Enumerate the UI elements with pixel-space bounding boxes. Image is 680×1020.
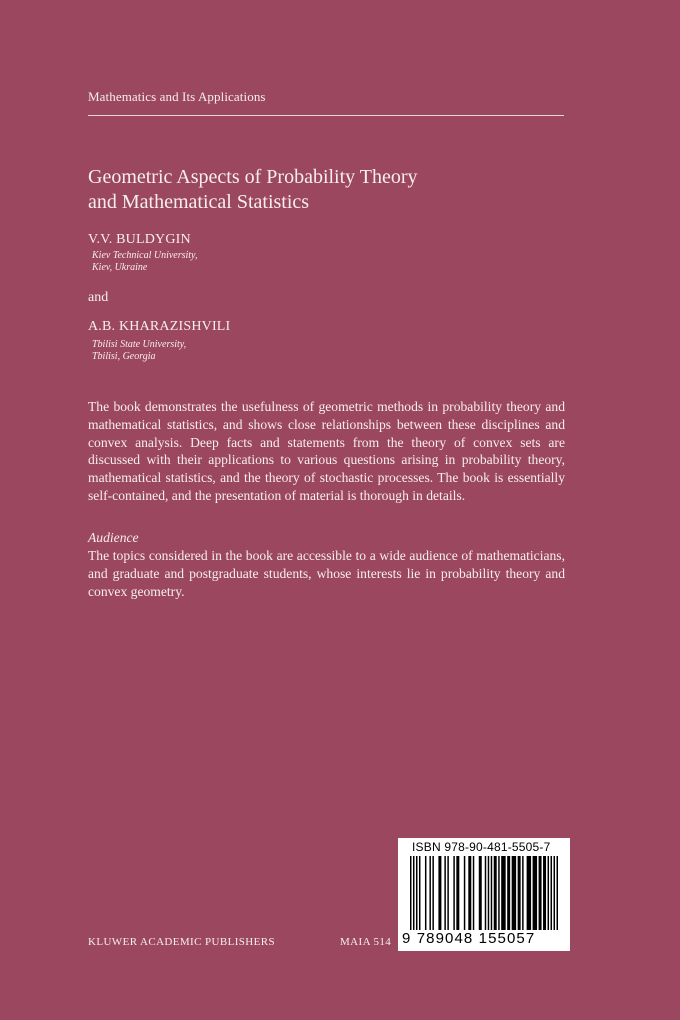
barcode-bar	[512, 856, 516, 930]
barcode-bar	[479, 856, 482, 930]
author-2-affiliation-line-2: Tbilisi, Georgia	[92, 351, 156, 362]
barcode-bar	[527, 856, 531, 930]
author-1-affiliation	[92, 250, 197, 274]
barcode-bar	[485, 856, 486, 930]
barcode-bar	[429, 856, 430, 930]
barcode-bar	[488, 856, 489, 930]
barcode-bar	[507, 856, 510, 930]
barcode-bar	[501, 856, 505, 930]
barcode-bar	[548, 856, 549, 930]
barcode-bar	[438, 856, 441, 930]
barcode-bar	[447, 856, 448, 930]
audience-heading: Audience	[88, 530, 139, 545]
barcode-bar	[444, 856, 445, 930]
barcode-bar	[456, 856, 459, 930]
barcode-bar	[416, 856, 417, 930]
barcode-label	[398, 838, 570, 951]
barcode-bar	[413, 856, 414, 930]
barcode-bar	[419, 856, 420, 930]
author-2-affiliation	[92, 339, 186, 363]
barcode-bar	[432, 856, 433, 930]
barcode-bar	[464, 856, 465, 930]
publisher-name: KLUWER ACADEMIC PUBLISHERS	[88, 936, 276, 948]
barcode-bar	[543, 856, 546, 930]
barcode-bar	[410, 856, 411, 930]
author-conjunction: and	[88, 290, 109, 305]
barcode-bar	[494, 856, 497, 930]
book-title	[88, 165, 568, 215]
barcode-bar	[533, 856, 537, 930]
author-2-affiliation-line-1: Tbilisi State University,	[92, 339, 187, 350]
book-title-line-1: Geometric Aspects of Probability Theory	[88, 166, 418, 188]
series-name: Mathematics and Its Applications	[88, 89, 266, 104]
barcode-bar	[551, 856, 552, 930]
barcode-bar	[498, 856, 499, 930]
barcode-bar	[557, 856, 558, 930]
isbn-text: ISBN 978-90-481-5505-7	[412, 840, 551, 854]
author-1-name: V.V. BULDYGIN	[88, 232, 191, 247]
barcode-bar	[425, 856, 426, 930]
author-1-affiliation-line-1: Kiev Technical University,	[92, 250, 198, 261]
barcode-bar	[539, 856, 542, 930]
series-number: MAIA 514	[340, 936, 392, 948]
author-1-affiliation-line-2: Kiev, Ukraine	[92, 262, 148, 273]
book-description: The book demonstrates the usefulness of geometric methods in probability theory and mathematical statistics, and shows close relationships between these disciplines and convex analysis. Deep facts and statements from the theory of convex sets are discussed with their applications to various questions arising in probability theory, mathematical statistics, and the theory of stochastic processes. The book is essentially self-contained, and the presentation of material is thorough in details.	[88, 399, 565, 503]
barcode-digits: 9 789048 155057	[402, 930, 536, 947]
header-rule	[88, 115, 564, 116]
barcode-bar	[453, 856, 454, 930]
author-2-name: A.B. KHARAZISHVILI	[88, 319, 231, 334]
barcode-bar	[473, 856, 474, 930]
barcode-bar	[468, 856, 471, 930]
barcode-bar	[554, 856, 555, 930]
audience-text: The topics considered in the book are accessible to a wide audience of mathematicians, and graduate and postgraduate students, whose interests lie in probability theory and convex geometry.	[88, 548, 565, 599]
barcode-bar	[491, 856, 492, 930]
book-title-line-2: and Mathematical Statistics	[88, 191, 310, 213]
barcode-bar	[518, 856, 521, 930]
barcode-bar	[522, 856, 523, 930]
barcode-icon	[410, 856, 558, 930]
